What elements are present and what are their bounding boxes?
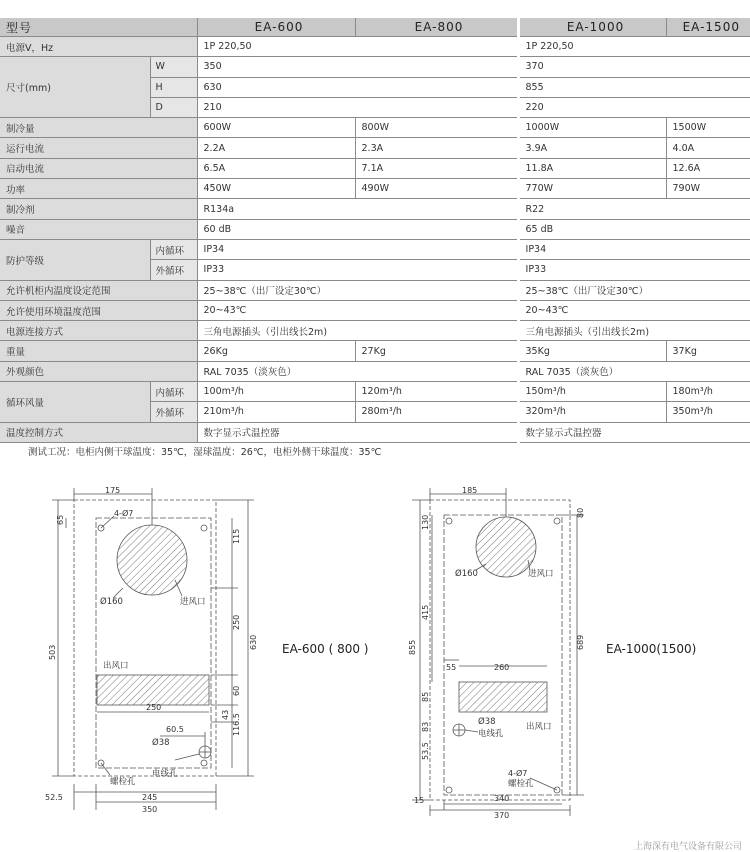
sub-label: H	[150, 77, 197, 97]
dim-label: 43	[221, 709, 230, 720]
cell: 120m³/h	[355, 382, 518, 402]
table-header-row	[0, 18, 750, 37]
row-label: 循环风量	[0, 382, 150, 423]
cell: 630	[197, 77, 518, 97]
inlet-label: 进风口	[528, 569, 554, 579]
inlet-circle	[476, 517, 536, 577]
dim-label: 52.5	[45, 793, 63, 802]
outlet-rect	[97, 675, 209, 705]
row-label: 电源V，Hz	[0, 37, 197, 57]
sub-label: 外循环	[150, 260, 197, 280]
dim-label: 503	[48, 644, 57, 660]
table-row	[0, 37, 750, 57]
table-row	[0, 300, 750, 320]
cell: 450W	[197, 179, 355, 199]
dim-label: 65	[56, 514, 65, 525]
row-label: 重量	[0, 341, 197, 361]
cell: 770W	[518, 179, 666, 199]
table-row	[0, 118, 750, 138]
test-conditions-note: 测试工况：电柜内侧干球温度：35℃，湿球温度：26℃，电柜外侧干球温度：35℃	[28, 447, 382, 458]
table-row	[0, 321, 750, 341]
cell: 2.3A	[355, 138, 518, 158]
cell: 220	[518, 97, 750, 117]
dim-label: 250	[232, 614, 241, 630]
table-row	[0, 57, 750, 77]
cell: IP34	[518, 239, 750, 259]
cell: 1P 220,50	[518, 37, 750, 57]
cell: IP34	[197, 239, 518, 259]
cell: 4.0A	[666, 138, 750, 158]
cell: 6.5A	[197, 158, 355, 178]
dim-label: 245	[142, 793, 158, 802]
row-label: 温度控制方式	[0, 422, 197, 442]
dim-label: 250	[146, 703, 162, 712]
cell: 100m³/h	[197, 382, 355, 402]
dim-label: 370	[494, 811, 510, 820]
cell: 25~38℃（出厂设定30℃）	[518, 280, 750, 300]
dim-label: 115	[232, 528, 241, 544]
cell: 12.6A	[666, 158, 750, 178]
dim-label: 689	[576, 634, 585, 650]
table-row	[0, 219, 750, 239]
table-row	[0, 341, 750, 361]
sub-label: D	[150, 97, 197, 117]
cell: 1P 220,50	[197, 37, 518, 57]
cell: R134a	[197, 199, 518, 219]
cell: R22	[518, 199, 750, 219]
dim-label: 350	[142, 805, 158, 814]
dim-label: 185	[462, 486, 478, 495]
dim-label: 175	[105, 486, 121, 495]
table-row	[0, 361, 750, 381]
cell: 210m³/h	[197, 402, 355, 422]
cell: 20~43℃	[518, 300, 750, 320]
sub-label: 外循环	[150, 402, 197, 422]
cell: 280m³/h	[355, 402, 518, 422]
cell: 790W	[666, 179, 750, 199]
row-label: 电源连接方式	[0, 321, 197, 341]
diameter-label: Ø160	[455, 569, 478, 579]
cell: 370	[518, 57, 750, 77]
dim-label: 15	[414, 796, 425, 805]
model-ea1000: EA-1000	[518, 18, 666, 37]
drawing-ea600	[52, 488, 254, 810]
cell: 855	[518, 77, 750, 97]
cell: 三角电源插头（引出线长2m)	[197, 321, 518, 341]
cell: 600W	[197, 118, 355, 138]
dim-label: 630	[249, 634, 258, 650]
row-label: 运行电流	[0, 138, 197, 158]
cell: RAL 7035（淡灰色）	[518, 361, 750, 381]
dim-label: 85	[421, 691, 430, 702]
dim-label: 855	[408, 639, 417, 655]
cell: 11.8A	[518, 158, 666, 178]
cell: 490W	[355, 179, 518, 199]
cell: 2.2A	[197, 138, 355, 158]
cell: RAL 7035（淡灰色）	[197, 361, 518, 381]
table-row	[0, 179, 750, 199]
cell: 320m³/h	[518, 402, 666, 422]
cell: 3.9A	[518, 138, 666, 158]
drawing-ea1000-labels	[408, 486, 696, 820]
cell: 210	[197, 97, 518, 117]
wire-hole-label: 电线孔	[478, 729, 504, 739]
cell: 26Kg	[197, 341, 355, 361]
model-ea600: EA-600	[197, 18, 355, 37]
cell: IP33	[197, 260, 518, 280]
cell: 800W	[355, 118, 518, 138]
cell: 三角电源插头（引出线长2m)	[518, 321, 750, 341]
dim-label: 116.5	[232, 713, 241, 736]
dim-label: 4-Ø7	[508, 769, 528, 778]
cell: 20~43℃	[197, 300, 518, 320]
dim-label: 60	[232, 685, 241, 696]
spec-table	[0, 18, 750, 443]
sub-label: W	[150, 57, 197, 77]
header-label: 型号	[0, 18, 197, 37]
dim-label: 340	[494, 794, 510, 803]
dim-label: 55	[446, 663, 457, 672]
drawing-ea1000	[412, 488, 584, 816]
sub-label: 内循环	[150, 239, 197, 259]
cell: 35Kg	[518, 341, 666, 361]
drawing-caption: EA-1000(1500)	[606, 642, 697, 656]
dim-label: 60.5	[166, 725, 184, 734]
diameter-label: Ø38	[152, 738, 170, 748]
cell: 1500W	[666, 118, 750, 138]
table-row	[0, 280, 750, 300]
dim-label: 415	[421, 604, 430, 620]
cell: 350	[197, 57, 518, 77]
dim-label: 4-Ø7	[114, 509, 134, 518]
row-label: 允许使用环境温度范围	[0, 300, 197, 320]
row-label: 噪音	[0, 219, 197, 239]
row-label: 外观颜色	[0, 361, 197, 381]
inlet-label: 进风口	[180, 597, 206, 607]
cell: 150m³/h	[518, 382, 666, 402]
diameter-label: Ø38	[478, 717, 496, 727]
row-label: 功率	[0, 179, 197, 199]
cell: 350m³/h	[666, 402, 750, 422]
bolt-hole-label: 螺栓孔	[110, 777, 136, 787]
outlet-label: 出风口	[526, 722, 552, 732]
inlet-circle	[117, 525, 187, 595]
table-row	[0, 382, 750, 402]
sub-label: 内循环	[150, 382, 197, 402]
cell: 25~38℃（出厂设定30℃）	[197, 280, 518, 300]
model-ea1500: EA-1500	[666, 18, 750, 37]
cell: 7.1A	[355, 158, 518, 178]
dimension-drawings	[0, 470, 750, 852]
drawing-caption: EA-600 ( 800 )	[282, 642, 369, 656]
cell: IP33	[518, 260, 750, 280]
cell: 180m³/h	[666, 382, 750, 402]
dim-label: 80	[576, 507, 585, 518]
cell: 60 dB	[197, 219, 518, 239]
row-label: 启动电流	[0, 158, 197, 178]
outlet-label: 出风口	[103, 661, 129, 671]
bolt-hole-label: 螺栓孔	[508, 779, 534, 789]
dim-label: 53.5	[421, 742, 430, 760]
cell: 1000W	[518, 118, 666, 138]
cell: 37Kg	[666, 341, 750, 361]
dim-label: 260	[494, 663, 510, 672]
diameter-label: Ø160	[100, 597, 123, 607]
row-label: 防护等级	[0, 239, 150, 280]
dim-label: 83	[421, 721, 430, 732]
row-label: 制冷量	[0, 118, 197, 138]
cell: 数字显示式温控器	[518, 422, 750, 442]
cell: 数字显示式温控器	[197, 422, 518, 442]
table-row	[0, 239, 750, 259]
row-label: 尺寸(mm)	[0, 57, 150, 118]
model-ea800: EA-800	[355, 18, 518, 37]
wire-hole-label: 电线孔	[152, 769, 178, 779]
row-label: 允许机柜内温度设定范围	[0, 280, 197, 300]
table-row	[0, 158, 750, 178]
table-row	[0, 138, 750, 158]
row-label: 制冷剂	[0, 199, 197, 219]
table-row	[0, 199, 750, 219]
dim-label: 130	[421, 514, 430, 530]
table-row	[0, 422, 750, 442]
footer-company: 上海深有电气设备有限公司	[633, 842, 742, 852]
cell: 65 dB	[518, 219, 750, 239]
cell: 27Kg	[355, 341, 518, 361]
outlet-rect	[459, 682, 547, 712]
